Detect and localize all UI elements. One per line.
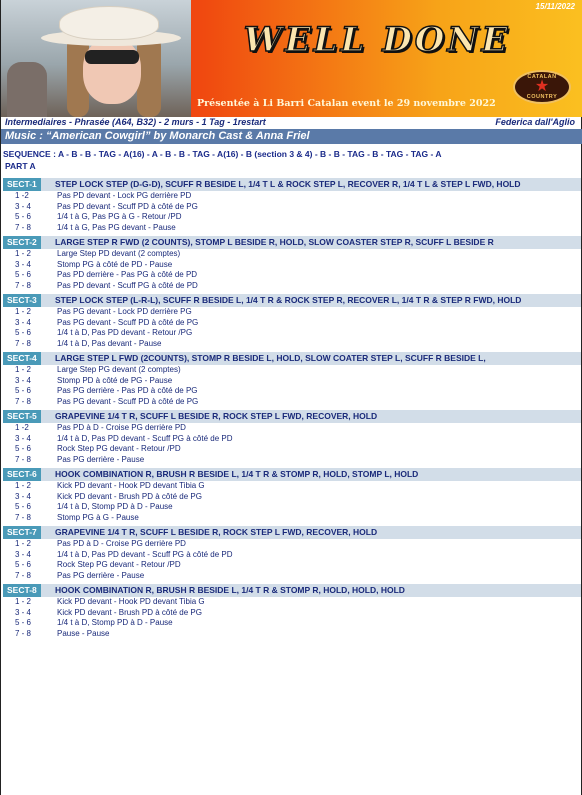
step-count: 7 - 8 <box>15 396 32 406</box>
step-text: Pas PD devant - Scuff PD à côté de PG <box>57 201 198 211</box>
section-header <box>3 584 581 597</box>
step-text: Pause - Pause <box>57 628 110 638</box>
section-header <box>3 526 581 539</box>
step-count: 3 - 4 <box>15 549 32 559</box>
step-text: 1/4 t à G, Pas PG à G - Retour /PD <box>57 212 182 221</box>
step-row <box>1 492 582 503</box>
header-banner <box>1 0 582 117</box>
step-count: 5 - 6 <box>15 386 32 395</box>
step-text: Large Step PD devant (2 comptes) <box>57 249 181 258</box>
step-row <box>1 629 582 640</box>
step-count: 3 - 4 <box>15 375 32 385</box>
section <box>1 236 582 291</box>
section-tag: SECT-5 <box>3 410 41 423</box>
step-row <box>1 202 582 213</box>
step-text: Kick PD devant - Brush PD à côté de PG <box>57 607 202 617</box>
step-row <box>1 307 582 318</box>
step-text: 1/4 t à D, Pas PD devant - Scuff PG à côté de PD <box>57 433 233 443</box>
section-title: STEP LOCK STEP (D-G-D), SCUFF R BESIDE L, 1/4 T L & ROCK STEP L, RECOVER R, 1/4 T L & STEP L FWD, HOLD <box>55 179 521 189</box>
step-row <box>1 618 582 629</box>
section-tag: SECT-4 <box>3 352 41 365</box>
step-text: Kick PD devant - Brush PD à côté de PG <box>57 491 202 501</box>
step-row <box>1 281 582 292</box>
step-row <box>1 223 582 234</box>
step-text: 1/4 t à D, Pas devant - Pause <box>57 338 162 348</box>
step-count: 5 - 6 <box>15 444 32 453</box>
step-count: 3 - 4 <box>15 317 32 327</box>
section-header <box>3 236 581 249</box>
sections-list <box>1 178 582 642</box>
step-row <box>1 434 582 445</box>
choreographer: Federica dall'Aglio <box>495 117 575 127</box>
step-text: Pas PG derrière - Pause <box>57 454 145 464</box>
step-row <box>1 249 582 260</box>
step-text: 1/4 t à D, Pas PD devant - Retour /PG <box>57 328 193 337</box>
step-count: 1 - 2 <box>15 307 32 316</box>
section <box>1 468 582 523</box>
step-count: 5 - 6 <box>15 328 32 337</box>
catalan-country-logo <box>513 70 571 104</box>
step-row <box>1 597 582 608</box>
step-row <box>1 260 582 271</box>
section-title: LARGE STEP R FWD (2 COUNTS), STOMP L BESIDE R, HOLD, SLOW COASTER STEP R, SCUFF L BESIDE R <box>55 237 494 247</box>
step-row <box>1 212 582 223</box>
step-count: 1 - 2 <box>15 365 32 374</box>
section-header <box>3 468 581 481</box>
step-count: 5 - 6 <box>15 502 32 511</box>
step-count: 7 - 8 <box>15 628 32 638</box>
section-title: HOOK COMBINATION R, BRUSH R BESIDE L, 1/4 T R & STOMP R, HOLD, HOLD, HOLD <box>55 585 405 595</box>
step-count: 1 - 2 <box>15 597 32 606</box>
step-text: Kick PD devant - Hook PD devant Tibia G <box>57 597 205 606</box>
face <box>83 38 141 104</box>
section-header <box>3 294 581 307</box>
step-text: 1/4 t à D, Stomp PD à D - Pause <box>57 502 173 511</box>
step-text: Pas PD à D - Croise PG derrière PD <box>57 423 186 432</box>
step-text: Pas PD devant - Scuff PG à côté de PD <box>57 280 198 290</box>
step-row <box>1 481 582 492</box>
star-icon: ★ <box>534 78 550 95</box>
section-header <box>3 410 581 423</box>
step-count: 5 - 6 <box>15 212 32 221</box>
section <box>1 178 582 233</box>
step-row <box>1 318 582 329</box>
step-text: Kick PD devant - Hook PD devant Tibia G <box>57 481 205 490</box>
step-count: 3 - 4 <box>15 491 32 501</box>
section <box>1 584 582 639</box>
level-info: Intermediaires - Phrasée (A64, B32) - 2 murs - 1 Tag - 1restart <box>5 117 266 127</box>
step-count: 3 - 4 <box>15 607 32 617</box>
logo-text-top: CATALAN <box>527 74 557 80</box>
section <box>1 410 582 465</box>
step-row <box>1 376 582 387</box>
step-count: 7 - 8 <box>15 454 32 464</box>
step-text: Pas PG devant - Scuff PD à côté de PG <box>57 317 199 327</box>
section <box>1 352 582 407</box>
step-row <box>1 513 582 524</box>
step-text: Pas PD derrière - Pas PG à côté de PD <box>57 270 198 279</box>
step-count: 1 - 2 <box>15 539 32 548</box>
step-count: 5 - 6 <box>15 560 32 569</box>
section-title: GRAPEVINE 1/4 T R, SCUFF L BESIDE R, ROCK STEP L FWD, RECOVER, HOLD <box>55 411 378 421</box>
step-row <box>1 386 582 397</box>
step-count: 3 - 4 <box>15 259 32 269</box>
step-text: Pas PD devant - Lock PG derrière PD <box>57 191 192 200</box>
step-count: 3 - 4 <box>15 201 32 211</box>
info-row <box>1 117 582 129</box>
step-text: Pas PD à D - Croise PG derrière PD <box>57 539 186 548</box>
cowboy-hat <box>59 6 159 40</box>
section-header <box>3 352 581 365</box>
step-row <box>1 455 582 466</box>
step-count: 5 - 6 <box>15 270 32 279</box>
step-count: 3 - 4 <box>15 433 32 443</box>
step-row <box>1 397 582 408</box>
step-row <box>1 328 582 339</box>
step-text: Pas PG derrière - Pause <box>57 570 145 580</box>
step-text: Large Step PG devant (2 comptes) <box>57 365 181 374</box>
step-text: Pas PG derrière - Pas PD à côté de PG <box>57 386 198 395</box>
dancer-photo <box>1 0 191 117</box>
step-row <box>1 539 582 550</box>
step-count: 7 - 8 <box>15 512 32 522</box>
step-text: Rock Step PG devant - Retour /PD <box>57 444 181 453</box>
dance-title: WELL DONE <box>243 20 511 60</box>
section-tag: SECT-2 <box>3 236 41 249</box>
section-title: STEP LOCK STEP (L-R-L), SCUFF R BESIDE L, 1/4 T R & ROCK STEP R, RECOVER L, 1/4 T R & STEP R FWD, HOLD <box>55 295 522 305</box>
step-row <box>1 608 582 619</box>
step-row <box>1 365 582 376</box>
step-count: 7 - 8 <box>15 222 32 232</box>
step-text: 1/4 t à G, Pas PG devant - Pause <box>57 222 176 232</box>
sunglasses <box>85 50 139 64</box>
date: 15/11/2022 <box>535 2 575 11</box>
section-tag: SECT-1 <box>3 178 41 191</box>
step-count: 5 - 6 <box>15 618 32 627</box>
section-title: HOOK COMBINATION R, BRUSH R BESIDE L, 1/4 T R & STOMP R, HOLD, STOMP L, HOLD <box>55 469 419 479</box>
part-label: PART A <box>5 161 36 171</box>
step-row <box>1 339 582 350</box>
section <box>1 294 582 349</box>
step-row <box>1 560 582 571</box>
step-row <box>1 571 582 582</box>
step-text: Stomp PG à côté de PD - Pause <box>57 259 173 269</box>
step-row <box>1 444 582 455</box>
step-row <box>1 191 582 202</box>
step-count: 7 - 8 <box>15 570 32 580</box>
step-count: 1 -2 <box>15 191 29 200</box>
step-count: 1 -2 <box>15 423 29 432</box>
section <box>1 526 582 581</box>
step-count: 1 - 2 <box>15 481 32 490</box>
section-title: LARGE STEP L FWD (2COUNTS), STOMP R BESIDE L, HOLD, SLOW COATER STEP L, SCUFF R BESIDE L, <box>55 353 486 363</box>
step-text: 1/4 t à D, Pas PD devant - Scuff PG à côté de PD <box>57 549 233 559</box>
step-text: Rock Step PG devant - Retour /PD <box>57 560 181 569</box>
step-text: Stomp PG à G - Pause <box>57 512 139 522</box>
section-header <box>3 178 581 191</box>
section-tag: SECT-6 <box>3 468 41 481</box>
presented-at: Présentée à Li Barri Catalan event le 29 novembre 2022 <box>197 98 496 109</box>
step-text: Pas PG devant - Scuff PD à côté de PG <box>57 396 199 406</box>
step-count: 1 - 2 <box>15 249 32 258</box>
music-bar: Music : “American Cowgirl” by Monarch Cast & Anna Friel <box>1 129 582 144</box>
section-title: GRAPEVINE 1/4 T R, SCUFF L BESIDE R, ROCK STEP L FWD, RECOVER, HOLD <box>55 527 378 537</box>
step-text: Pas PG devant - Lock PD derrière PG <box>57 307 192 316</box>
step-row <box>1 502 582 513</box>
logo-text-bottom: COUNTRY <box>526 94 558 100</box>
section-tag: SECT-8 <box>3 584 41 597</box>
step-text: Stomp PD à côté de PG - Pause <box>57 375 173 385</box>
sequence: SEQUENCE : A - B - B - TAG - A(16) - A - B - B - TAG - A(16) - B (section 3 & 4) - B - B - TAG - B - TAG - TAG - A <box>3 149 442 159</box>
section-tag: SECT-3 <box>3 294 41 307</box>
step-text: 1/4 t à D, Stomp PD à D - Pause <box>57 618 173 627</box>
background-person <box>7 62 47 117</box>
step-count: 7 - 8 <box>15 280 32 290</box>
section-tag: SECT-7 <box>3 526 41 539</box>
step-row <box>1 423 582 434</box>
step-row <box>1 270 582 281</box>
step-count: 7 - 8 <box>15 338 32 348</box>
step-row <box>1 550 582 561</box>
